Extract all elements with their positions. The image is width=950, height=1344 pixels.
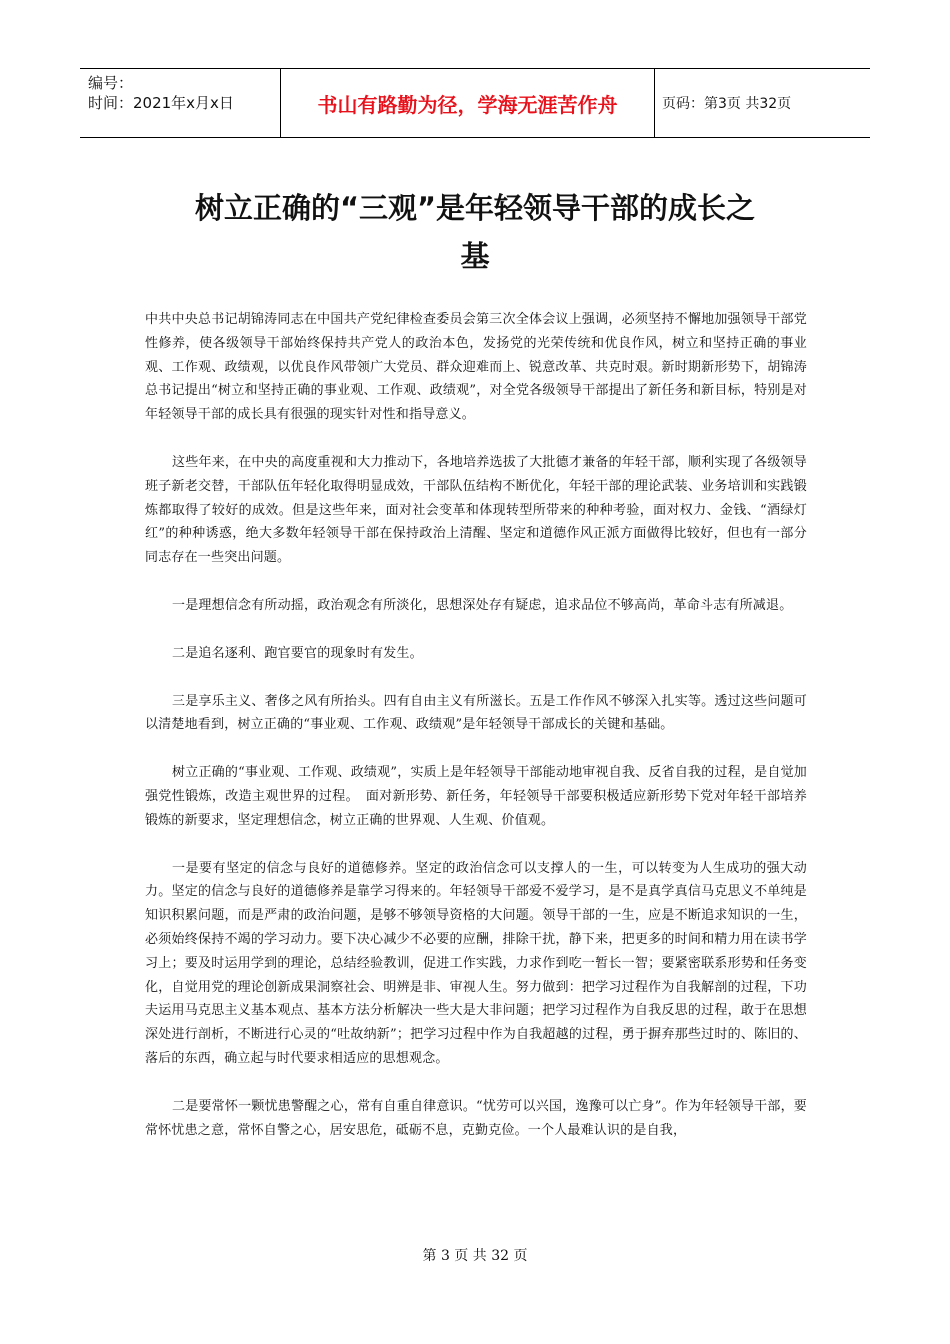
paragraph: 这些年来，在中央的高度重视和大力推动下，各地培养选拔了大批德才兼备的年轻干部，顺利实现了各级领导班子新老交替，干部队伍年轻化取得明显成效，干部队伍结构不断优化，年轻干部的理论武装、业务培训和实践锻炼都取得了较好的成效。但是这些年来，面对社会变革和体现转型所带来的种种考验，面对权力、金钱、“酒绿灯红”的种种诱惑，绝大多数年轻领导干部在保持政治上清醒、坚定和道德作风正派方面做得比较好，但也有一部分同志存在一些突出问题。 [145,454,807,566]
document-title [140,184,810,280]
title-line-2: 基 [460,239,490,273]
motto-cell [281,69,655,137]
motto-text: 书山有路勤为径，学海无涯苦作舟 [317,92,618,117]
page-info-cell [655,69,870,137]
page-info-text: 页码：第3页 共32页 [662,96,792,112]
paragraph: 一是理想信念有所动摇，政治观念有所淡化，思想深处存有疑虑，追求品位不够高尚，革命斗志有所减退。 [172,597,793,613]
footer-page-number: 第 3 页 共 32 页 [422,1248,528,1264]
page-footer [0,1245,950,1265]
paragraph: 二是追名逐利、跑官要官的现象时有发生。 [172,645,423,661]
title-line-1: 树立正确的“三观”是年轻领导干部的成长之 [194,191,756,225]
header-meta-cell [80,69,281,137]
paragraph: 中共中央总书记胡锦涛同志在中国共产党纪律检查委员会第三次全体会议上强调，必须坚持不懈地加强领导干部党性修养，使各级领导干部始终保持共产党人的政治本色，发扬党的光荣传统和优良作风，树立和坚持正确的事业观、工作观、政绩观，以优良作风带领广大党员、群众迎难而上、锐意改革、共克时艰。新时期新形势下，胡锦涛总书记提出“树立和坚持正确的事业观、工作观、政绩观”，对全党各级领导干部提出了新任务和新目标，特别是对年轻领导干部的成长具有很强的现实针对性和指导意义。 [145,312,807,423]
paragraph: 三是享乐主义、奢侈之风有所抬头。四有自由主义有所滋长。五是工作作风不够深入扎实等。透过这些问题可以清楚地看到，树立正确的“事业观、工作观、政绩观”是年轻领导干部成长的关键和基础。 [145,693,807,733]
time-label: 时间：2021年x月x日 [88,94,234,112]
paragraph: 二是要常怀一颗忧患警醒之心，常有自重自律意识。“忧劳可以兴国，逸豫可以亡身”。作为年轻领导干部，要常怀忧患之意，常怀自警之心，居安思危，砥砺不息，克勤克俭。一个人最难认识的是自我， [145,1098,807,1138]
document-body [145,308,807,1166]
number-label: 编号： [88,74,134,92]
paragraph: 一是要有坚定的信念与良好的道德修养。坚定的政治信念可以支撑人的一生，可以转变为人生成功的强大动力。坚定的信念与良好的道德修养是靠学习得来的。年轻领导干部爱不爱学习，是不是真学真信马克思义不单纯是知识积累问题，而是严肃的政治问题，是够不够领导资格的大问题。领导干部的一生，应是不断追求知识的一生，必须始终保持不竭的学习动力。要下决心减少不必要的应酬，排除干扰，静下来，把更多的时间和精力用在读书学习上；要及时运用学到的理论，总结经验教训，促进工作实践，力求作到吃一暂长一智；要紧密联系形势和任务变化，自觉用党的理论创新成果洞察社会、明辨是非、审视人生。努力做到：把学习过程作为自我解剖的过程，下功夫运用马克思主义基本观点、基本方法分析解决一些大是大非问题；把学习过程作为自我反思的过程，敢于在思想深处进行剖析，不断进行心灵的“吐故纳新”；把学习过程中作为自我超越的过程，勇于摒弃那些过时的、陈旧的、落后的东西，确立起与时代要求相适应的思想观念。 [145,860,807,1066]
header-table [80,68,870,138]
paragraph: 树立正确的“事业观、工作观、政绩观”，实质上是年轻领导干部能动地审视自我、反省自我的过程，是自觉加强党性锻炼，改造主观世界的过程。 面对新形势、新任务，年轻领导干部要积极适应新形势下党对年轻干部培养锻炼的新要求，坚定理想信念，树立正确的世界观、人生观、价值观。 [145,765,807,828]
